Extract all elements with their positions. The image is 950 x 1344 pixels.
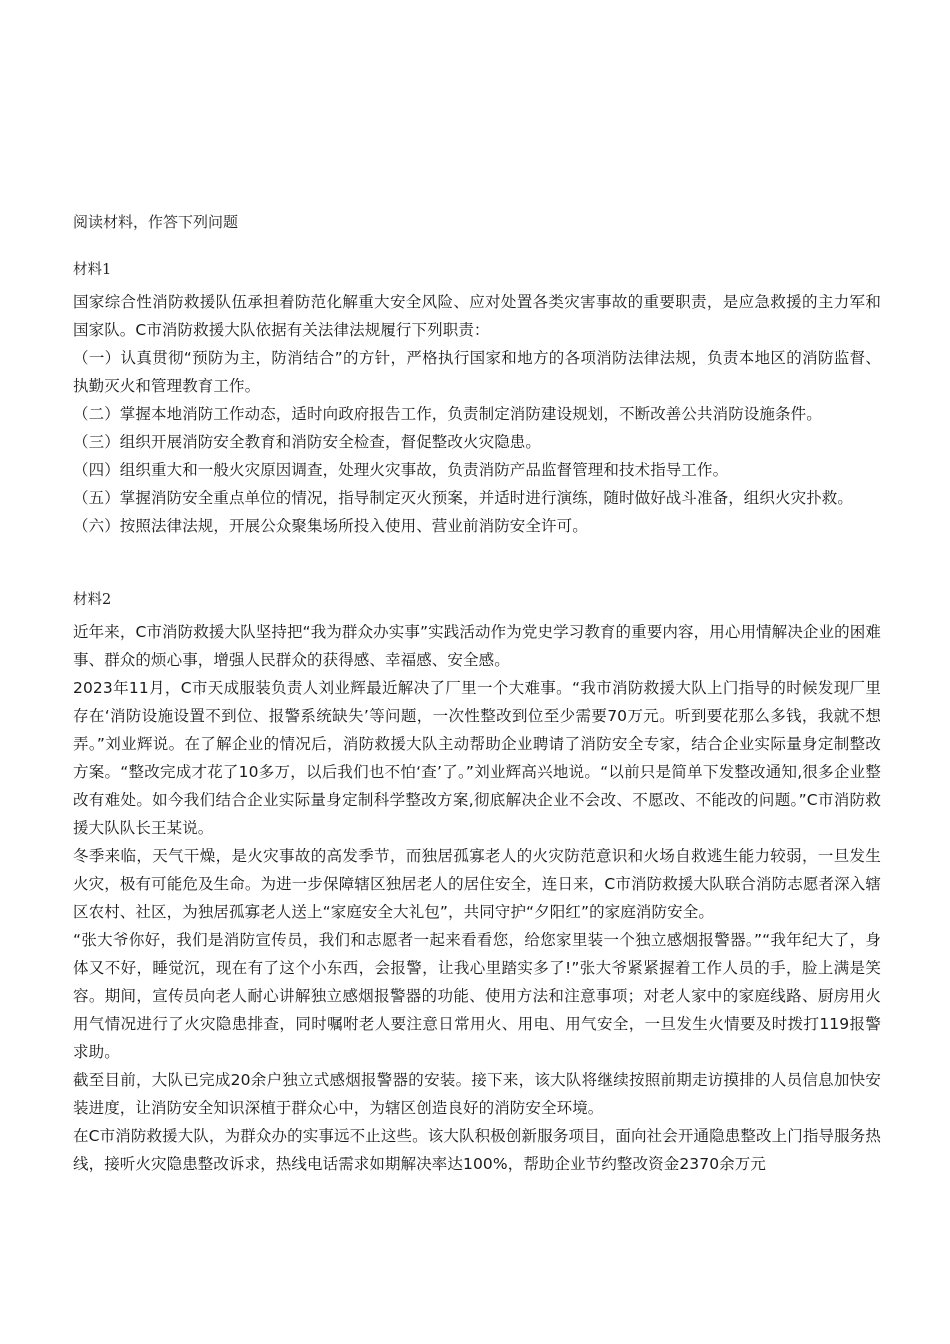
- material-1-duty-2: （二）掌握本地消防工作动态，适时向政府报告工作，负责制定消防建设规划，不断改善公共消防设施条件。: [73, 405, 822, 423]
- material-1-section: [73, 258, 881, 540]
- material-2-paragraph: 冬季来临，天气干燥，是火灾事故的高发季节，而独居孤寡老人的火灾防范意识和火场自救逃生能力较弱，一旦发生火灾，极有可能危及生命。为进一步保障辖区独居老人的居住安全，连日来，C市消防救援大队联合消防志愿者深入辖区农村、社区，为独居孤寡老人送上“家庭安全大礼包”，共同守护“夕阳红”的家庭消防安全。: [73, 847, 881, 921]
- material-1-duty-1: （一）认真贯彻“预防为主，防消结合”的方针，严格执行国家和地方的各项消防法律法规，负责本地区的消防监督、执勤灭火和管理教育工作。: [73, 349, 881, 395]
- material-1-duty-3: （三）组织开展消防安全教育和消防安全检查，督促整改火灾隐患。: [73, 433, 542, 451]
- material-2-paragraph: 在C市消防救援大队，为群众办的实事远不止这些。该大队积极创新服务项目，面向社会开通隐患整改上门指导服务热线，接听火灾隐患整改诉求，热线电话需求如期解决率达100%，帮助企业节约整改资金2370余万元: [73, 1127, 881, 1173]
- material-2-section: [73, 588, 881, 1178]
- material-2-label: 材料2: [73, 592, 112, 608]
- material-1-label: 材料1: [73, 262, 112, 278]
- instruction-text: 阅读材料，作答下列问题: [73, 213, 239, 231]
- material-2-paragraph: 截至目前，大队已完成20余户独立式感烟报警器的安装。接下来，该大队将继续按照前期走访摸排的人员信息加快安装进度，让消防安全知识深植于群众心中，为辖区创造良好的消防安全环境。: [73, 1071, 881, 1117]
- document-content: [73, 210, 881, 1178]
- section-spacer: [73, 540, 881, 588]
- material-1-paragraph: 国家综合性消防救援队伍承担着防范化解重大安全风险、应对处置各类灾害事故的重要职责，是应急救援的主力军和国家队。C市消防救援大队依据有关法律法规履行下列职责：: [73, 293, 881, 339]
- material-1-duty-4: （四）组织重大和一般火灾原因调查，处理火灾事故，负责消防产品监督管理和技术指导工作。: [73, 461, 729, 479]
- material-2-paragraph: “张大爷你好，我们是消防宣传员，我们和志愿者一起来看看您，给您家里装一个独立感烟报警器。”“我年纪大了，身体又不好，睡觉沉，现在有了这个小东西，会报警，让我心里踏实多了!”张大爷紧紧握着工作人员的手，脸上满是笑容。期间，宣传员向老人耐心讲解独立感烟报警器的功能、使用方法和注意事项；对老人家中的家庭线路、厨房用火用气情况进行了火灾隐患排查，同时嘱咐老人要注意日常用火、用电、用气安全，一旦发生火情要及时拨打119报警求助。: [73, 931, 881, 1061]
- material-1-duty-5: （五）掌握消防安全重点单位的情况，指导制定灭火预案，并适时进行演练，随时做好战斗准备，组织火灾扑救。: [73, 489, 854, 507]
- material-2-paragraph: 近年来，C市消防救援大队坚持把“我为群众办实事”实践活动作为党史学习教育的重要内容，用心用情解决企业的困难事、群众的烦心事，增强人民群众的获得感、幸福感、安全感。: [73, 623, 881, 669]
- material-1-duty-6: （六）按照法律法规，开展公众聚集场所投入使用、营业前消防安全许可。: [73, 517, 588, 535]
- material-2-paragraph: 2023年11月，C市天成服装负责人刘业辉最近解决了厂里一个大难事。“我市消防救援大队上门指导的时候发现厂里存在‘消防设施设置不到位、报警系统缺失’等问题，一次性整改到位至少需要70万元。听到要花那么多钱，我就不想弄。”刘业辉说。在了解企业的情况后，消防救援大队主动帮助企业聘请了消防安全专家，结合企业实际量身定制整改方案。“整改完成才花了10多万，以后我们也不怕‘查’了。”刘业辉高兴地说。“以前只是简单下发整改通知,很多企业整改有难处。如今我们结合企业实际量身定制科学整改方案,彻底解决企业不会改、不愿改、不能改的问题。”C市消防救援大队队长王某说。: [73, 679, 881, 837]
